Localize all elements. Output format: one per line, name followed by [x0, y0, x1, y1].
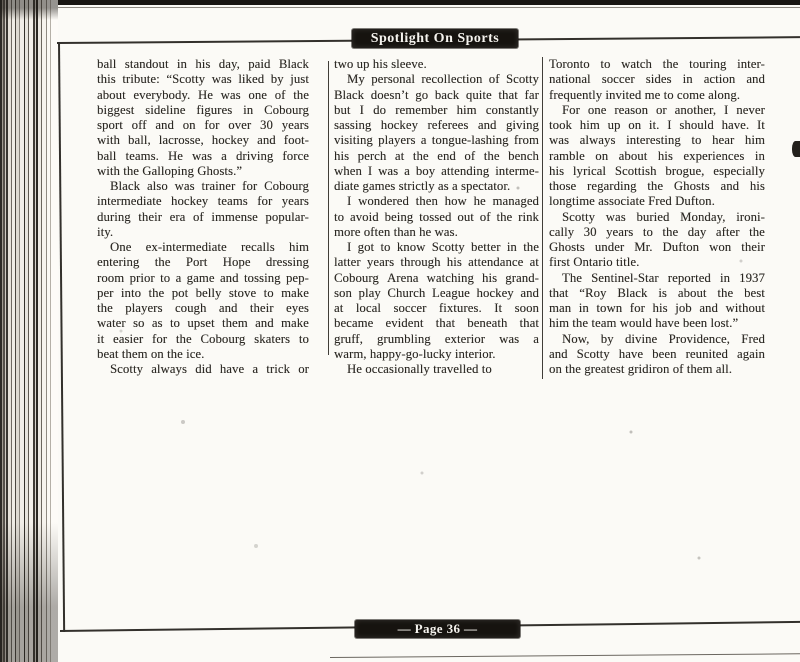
text-line: One ex-intermediate recalls him	[110, 240, 309, 254]
text-line: room prior to a game and tossing pep-	[97, 270, 309, 285]
text-line: the players cough and their eyes	[97, 301, 309, 315]
text-line: Black doesn’t go back quite that far	[334, 87, 539, 102]
scan-edge-mark	[792, 141, 800, 157]
text-line: man in town for his job and without	[549, 301, 765, 315]
text-line: He occasionally travelled to	[347, 362, 492, 376]
text-line: visiting players a tongue-lashing from	[334, 133, 539, 148]
text-line: it easier for the Cobourg skaters to	[97, 331, 309, 346]
text-line: Ghosts under Mr. Dufton won their	[549, 240, 765, 254]
column-divider	[542, 57, 543, 379]
text-line: For one reason or another, I never	[562, 102, 765, 117]
text-line: was always interesting to hear him	[549, 133, 765, 148]
text-line: with ball, lacrosse, hockey and foot-	[97, 133, 309, 148]
article-column-1	[97, 57, 309, 377]
column-divider	[328, 61, 329, 355]
text-line: Cobourg Arena watching his grand-	[334, 270, 539, 285]
text-line: latter years through his attendance at	[334, 255, 539, 270]
text-line: at local soccer fixtures. It soon	[334, 301, 539, 315]
text-line: his lyrical Scottish brogue, especially	[549, 163, 765, 178]
text-line: warm, happy-go-lucky interior.	[334, 346, 496, 361]
text-line: frequently invited me to come along.	[549, 87, 741, 102]
text-line: during their era of immense popular-	[97, 209, 309, 224]
text-line: Now, by divine Providence, Fred	[562, 331, 765, 346]
sheet-edge-line	[330, 653, 800, 658]
page-number-banner: — Page 36 —	[355, 620, 520, 638]
article-column-2	[334, 57, 539, 377]
article-column-3	[549, 57, 765, 377]
page-border-left	[58, 42, 65, 632]
text-line: sport off and on for over 30 years	[97, 118, 309, 132]
text-line: about everybody. He was one of the	[97, 87, 309, 102]
text-line: Scotty always did have a trick or	[110, 362, 309, 376]
text-line: Toronto to watch the touring inter-	[549, 57, 765, 71]
text-line: Scotty was buried Monday, ironi-	[562, 209, 765, 224]
text-line: ramble on about his experiences in	[549, 148, 765, 163]
text-line: sassing hockey referees and giving	[334, 118, 539, 132]
section-banner: Spotlight On Sports	[352, 29, 518, 48]
text-line: entering the Port Hope dressing	[97, 255, 309, 270]
text-line: more often than he was.	[334, 224, 458, 239]
text-line: biggest sideline figures in Cobourg	[97, 102, 309, 117]
paper-specks	[0, 0, 2, 2]
text-line: two up his sleeve.	[334, 57, 427, 71]
text-line: on the greatest gridiron of them all.	[549, 362, 733, 376]
text-line: him the team would have been lost.”	[549, 316, 739, 331]
scan-top-edge	[0, 0, 800, 5]
text-line: that “Roy Black is about the best	[549, 285, 765, 300]
text-line: longtime associate Fred Dufton.	[549, 194, 715, 209]
text-line: those regarding the Ghosts and his	[549, 179, 765, 193]
text-line: beat them on the ice.	[97, 346, 205, 361]
text-line: water so as to upset them and make	[97, 316, 309, 331]
text-line: became evident that beneath that	[334, 316, 539, 331]
text-line: son play Church League hockey and	[334, 285, 539, 300]
text-line: to avoid being tossed out of the rink	[334, 209, 539, 224]
text-line: I wondered then how he managed	[347, 194, 539, 209]
text-line: ball standout in his day, paid Black	[97, 57, 309, 71]
text-line: took him up on it. I should have. It	[549, 118, 765, 132]
text-line: first Ontario title.	[549, 255, 640, 270]
text-line: Black also was trainer for Cobourg	[110, 179, 309, 193]
text-line: but I do remember him constantly	[334, 102, 539, 117]
text-line: when I was a boy attending interme-	[334, 163, 539, 178]
text-line: diate games strictly as a spectator.	[334, 179, 511, 193]
text-line: with the Galloping Ghosts.”	[97, 163, 243, 178]
text-line: The Sentinel-Star reported in 1937	[562, 270, 765, 285]
text-line: gruff, grumbling exterior was a	[334, 331, 539, 346]
text-line: his perch at the end of the bench	[334, 148, 539, 163]
book-binding	[0, 0, 58, 662]
text-line: ball teams. He was a driving force	[97, 148, 309, 163]
text-line: per into the pot belly stove to make	[97, 285, 309, 300]
text-line: and Scotty have been reunited again	[549, 346, 765, 361]
text-line: I got to know Scotty better in the	[347, 240, 539, 254]
text-line: ity.	[97, 224, 114, 239]
text-line: national soccer sides in action and	[549, 72, 765, 87]
text-line: My personal recollection of Scotty	[347, 72, 539, 87]
scan-top-edge-line	[52, 7, 800, 8]
text-line: cally 30 years to the day after the	[549, 224, 765, 239]
text-line: this tribute: “Scotty was liked by just	[97, 72, 309, 87]
text-line: intermediate hockey teams for years	[97, 194, 309, 209]
